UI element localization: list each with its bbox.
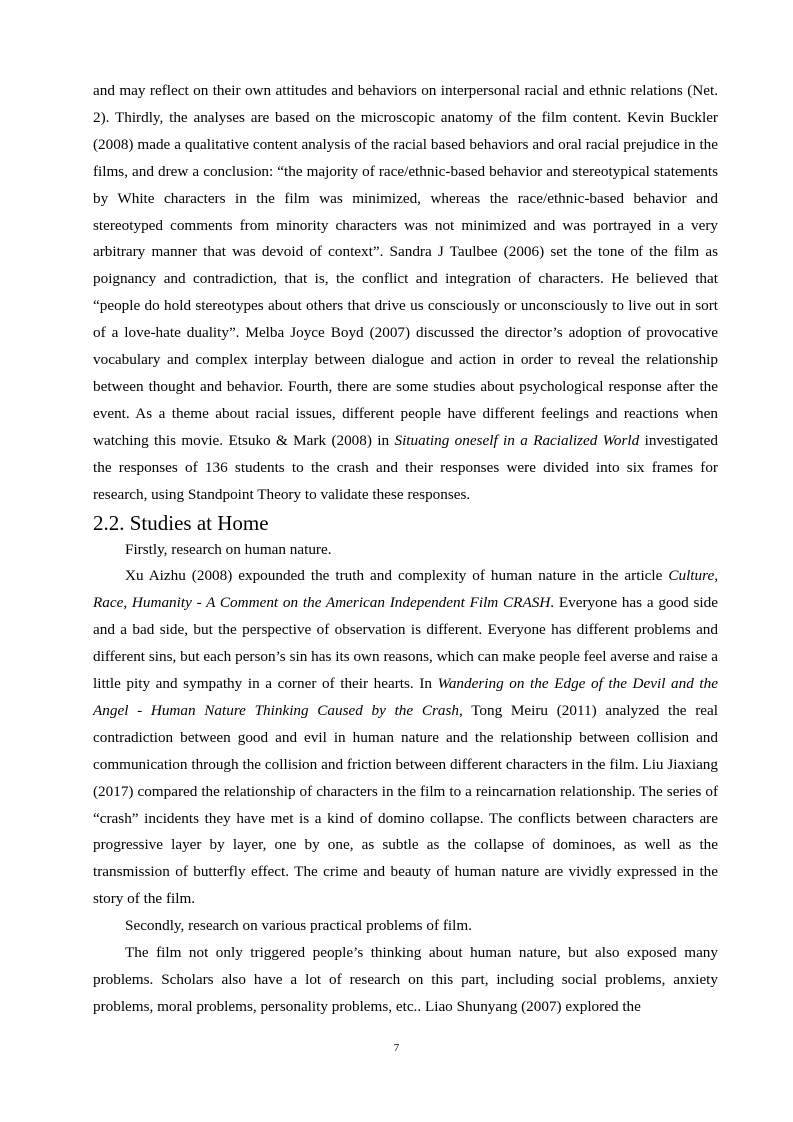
body-text: [93, 78, 718, 1021]
paragraph-text: Xu Aizhu (2008) expounded the truth and complexity of human nature in the article: [125, 567, 669, 585]
section-heading: 2.2. Studies at Home: [93, 510, 269, 535]
paragraph-text: Tong Meiru (2011) analyzed the real contradiction between good and evil in human nature and the relationship between collision and communication through the collision and friction between different characters in the film. Liu Jiaxiang (2017) compared the relationship of characters in the film to a reincarnation relationship. The series of “crash” incidents they have met is a kind of domino collapse. The conflicts between characters are progressive layer by layer, one by one, as subtle as the collapse of dominoes, as well as the transmission of butterfly effect. The crime and beauty of human nature are vividly expressed in the story of the film.: [93, 701, 718, 908]
italic-title: Wandering on the Edge of the Devil and the Angel - Human Nature Thinking Caused by the Crash,: [93, 675, 718, 719]
paragraph-secondly: Secondly, research on various practical problems of film.: [125, 917, 472, 935]
italic-title: Culture, Race, Humanity - A Comment on the American Independent Film CRASH: [93, 567, 718, 612]
paragraph-practical-problems: The film not only triggered people’s thinking about human nature, but also exposed many problems. Scholars also have a lot of research on this part, including social problems, anxiety problems, moral problems, personality problems, etc.. Liao Shunyang (2007) explored the: [93, 944, 718, 1015]
paragraph-text: . Everyone has a good side and a bad side, but the perspective of observation is different. Everyone has different problems and different sins, but each person’s sin has its own reasons, which can make people feel averse and raise a little pity and sympathy in a corner of their hearts. In: [93, 594, 718, 693]
paragraph-firstly: Firstly, research on human nature.: [125, 540, 332, 558]
page-number: 7: [393, 1042, 400, 1054]
italic-title: Situating oneself in a Racialized World: [394, 431, 640, 449]
paragraph-human-nature: [93, 563, 718, 913]
paragraph-foreign-studies-continued: [93, 78, 718, 509]
paragraph-text: and may reflect on their own attitudes and behaviors on interpersonal racial and ethnic relations (Net. 2). Thirdly, the analyses are based on the microscopic anatomy of the film content. Kevin Buckler (2008) made a qualitative content analysis of the racial based behaviors and oral racial prejudice in the films, and drew a conclusion: “the majority of race/ethnic-based behavior and stereotypical statements by White characters in the film was minimized, whereas the race/ethnic-based behavior and stereotyped comments from minority characters was not minimized and was portrayed in a very arbitrary manner that was devoid of context”. Sandra J Taulbee (2006) set the tone of the film as poignancy and contradiction, that is, the conflict and integration of characters. He believed that “people do hold stereotypes about others that drive us consciously or unconsciously to live out in sort of a love-hate duality”. Melba Joyce Boyd (2007) discussed the director’s adoption of provocative vocabulary and complex interplay between dialogue and action in order to reveal the relationship between thought and behavior. Fourth, there are some studies about psychological response after the event. As a theme about racial issues, different people have different feelings and reactions when watching this movie. Etsuko & Mark (2008) in: [93, 82, 718, 449]
paragraph-text: investigated the responses of 136 students to the crash and their responses were divided into six frames for research, using Standpoint Theory to validate these responses.: [93, 431, 718, 503]
